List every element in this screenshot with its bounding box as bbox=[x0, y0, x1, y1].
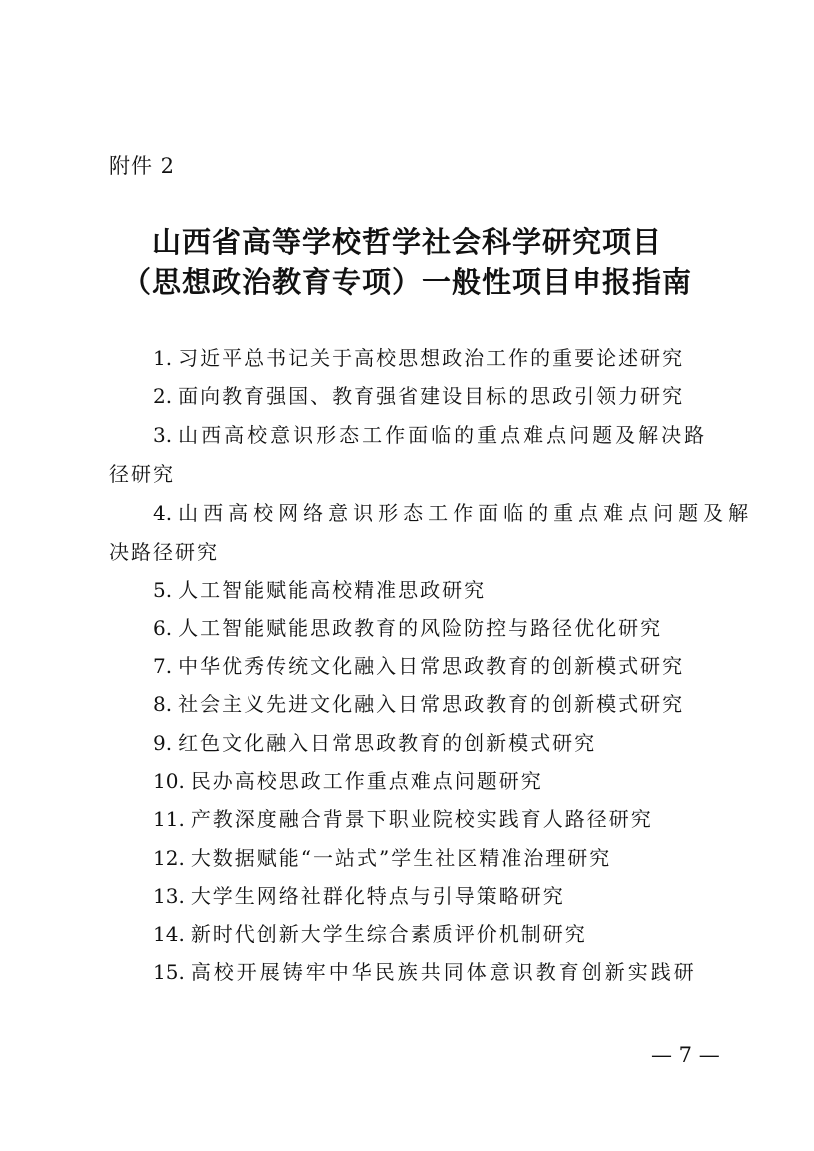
list-item-text: 新时代创新大学生综合素质评价机制研究 bbox=[190, 922, 587, 946]
list-item bbox=[153, 803, 653, 832]
list-item-number: 11. bbox=[153, 807, 185, 831]
page-title-line-2: （思想政治教育专项）一般性项目申报指南 bbox=[121, 265, 692, 299]
list-item-text: 中华优秀传统文化融入日常思政教育的创新模式研究 bbox=[178, 654, 685, 678]
list-item-number: 13. bbox=[153, 884, 185, 908]
list-item-text: 大数据赋能“一站式”学生社区精准治理研究 bbox=[190, 846, 612, 870]
list-item-continuation: 决路径研究 bbox=[109, 540, 219, 564]
page-number: — 7 — bbox=[651, 1043, 720, 1067]
list-item bbox=[153, 765, 543, 794]
list-item-number: 14. bbox=[153, 922, 185, 946]
list-item-text: 习近平总书记关于高校思想政治工作的重要论述研究 bbox=[178, 346, 685, 370]
list-item bbox=[153, 574, 486, 603]
list-item bbox=[153, 497, 753, 526]
list-item-continuation: 径研究 bbox=[109, 462, 175, 486]
list-item-number: 3. bbox=[153, 423, 173, 447]
list-item-number: 15. bbox=[153, 960, 185, 984]
list-item bbox=[153, 880, 565, 909]
list-item-text: 大学生网络社群化特点与引导策略研究 bbox=[190, 884, 565, 908]
list-item-number: 8. bbox=[153, 692, 173, 716]
list-item-text: 人工智能赋能高校精准思政研究 bbox=[178, 578, 487, 602]
list-item-text: 社会主义先进文化融入日常思政教育的创新模式研究 bbox=[178, 692, 685, 716]
list-item-number: 1. bbox=[153, 346, 173, 370]
list-item bbox=[153, 918, 587, 947]
list-item-text: 人工智能赋能思政教育的风险防控与路径优化研究 bbox=[178, 616, 663, 640]
list-item-text: 红色文化融入日常思政教育的创新模式研究 bbox=[178, 731, 597, 755]
list-item bbox=[153, 380, 684, 409]
list-item-number: 4. bbox=[153, 501, 173, 525]
list-item bbox=[153, 842, 611, 871]
page-title-line-1: 山西省高等学校哲学社会科学研究项目 bbox=[151, 225, 662, 259]
list-item-number: 7. bbox=[153, 654, 173, 678]
list-item-number: 10. bbox=[153, 769, 185, 793]
list-item bbox=[153, 688, 684, 717]
list-item bbox=[153, 612, 662, 641]
list-item bbox=[153, 727, 596, 756]
list-item-text: 面向教育强国、教育强省建设目标的思政引领力研究 bbox=[178, 384, 685, 408]
list-item-text: 山西高校网络意识形态工作面临的重点难点问题及解 bbox=[178, 501, 754, 525]
list-item bbox=[153, 650, 684, 679]
list-item-text: 产教深度融合背景下职业院校实践育人路径研究 bbox=[190, 807, 653, 831]
list-item-number: 9. bbox=[153, 731, 173, 755]
list-item-number: 6. bbox=[153, 616, 173, 640]
list-item bbox=[153, 419, 707, 448]
list-item bbox=[153, 956, 697, 985]
list-item-text: 民办高校思政工作重点难点问题研究 bbox=[190, 769, 543, 793]
attachment-label: 附件 2 bbox=[109, 154, 176, 178]
list-item-number: 12. bbox=[153, 846, 185, 870]
list-item bbox=[153, 342, 684, 371]
list-item-text: 山西高校意识形态工作面临的重点难点问题及解决路 bbox=[178, 423, 708, 447]
list-item-text: 高校开展铸牢中华民族共同体意识教育创新实践研 bbox=[190, 960, 697, 984]
list-item-number: 2. bbox=[153, 384, 173, 408]
list-item-number: 5. bbox=[153, 578, 173, 602]
